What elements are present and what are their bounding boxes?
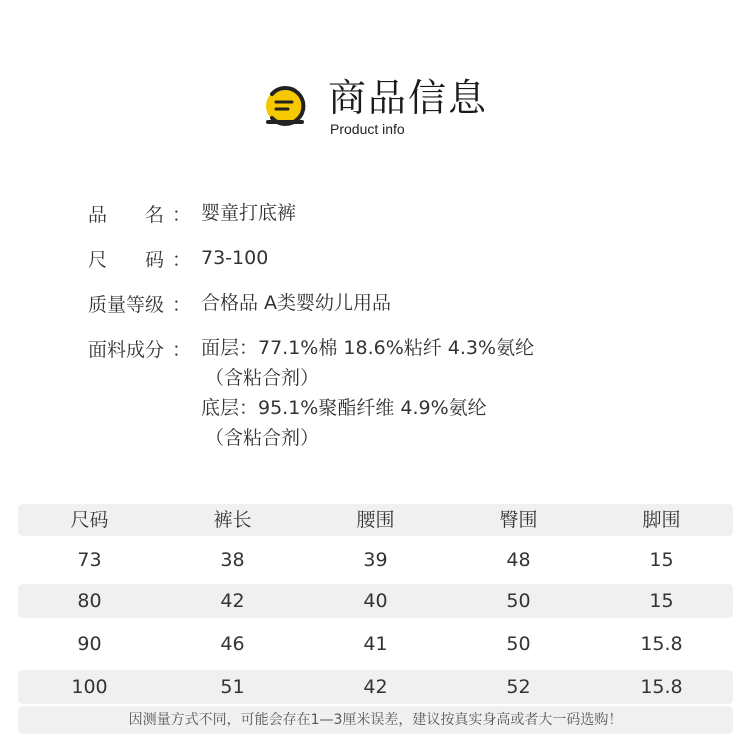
table-cell: 80 [77,590,102,612]
colon: ： [172,204,192,226]
size-label-char-2: 码 [145,249,165,271]
table-cell: 50 [506,633,531,655]
colon: ： [172,249,192,271]
section-header [262,74,522,138]
material-label: 面料成分 [88,339,165,361]
table-row [18,670,733,704]
table-row [18,540,733,580]
document-list-icon [262,82,310,130]
table-cell: 48 [506,549,531,571]
table-cell: 42 [220,590,245,612]
size-value: 73-100 [201,247,269,269]
size-label-char-1: 尺 [88,249,108,271]
page-title: 商品信息 [328,76,489,120]
grade-value: 合格品 A类婴幼儿用品 [201,292,392,314]
table-cell: 15 [649,590,674,612]
table-cell: 50 [506,590,531,612]
material-line: 面层：77.1%棉 18.6%粘纤 4.3%氨纶 [201,337,535,359]
name-label-char-1: 品 [88,204,108,226]
table-cell: 73 [77,549,102,571]
material-line: 底层：95.1%聚酯纤维 4.9%氨纶 [201,397,487,419]
table-cell: 42 [363,676,388,698]
name-value: 婴童打底裤 [201,202,297,224]
material-line: （含粘合剂） [205,427,320,449]
column-header: 臀围 [499,509,538,531]
table-cell: 52 [506,676,531,698]
table-cell: 100 [71,676,108,698]
colon: ： [172,339,192,361]
column-header: 尺码 [70,509,109,531]
grade-label: 质量等级 [88,294,165,316]
table-cell: 41 [363,633,388,655]
name-label-char-2: 名 [145,204,165,226]
table-header-row [18,504,733,536]
table-cell: 15 [649,549,674,571]
table-row [18,584,733,618]
table-cell: 51 [220,676,245,698]
table-cell: 90 [77,633,102,655]
column-header: 裤长 [213,509,252,531]
table-cell: 38 [220,549,245,571]
table-row [18,622,733,666]
material-value [201,333,534,453]
colon: ： [172,294,192,316]
column-header: 腰围 [356,509,395,531]
column-header: 脚围 [642,509,681,531]
measurement-note: 因测量方式不同，可能会存在1—3厘米误差，建议按真实身高或者大一码选购！ [18,706,733,734]
table-cell: 15.8 [640,676,683,698]
material-line: （含粘合剂） [205,367,320,389]
table-cell: 39 [363,549,388,571]
page-subtitle: Product info [330,121,405,137]
table-cell: 46 [220,633,245,655]
table-cell: 15.8 [640,633,683,655]
table-cell: 40 [363,590,388,612]
